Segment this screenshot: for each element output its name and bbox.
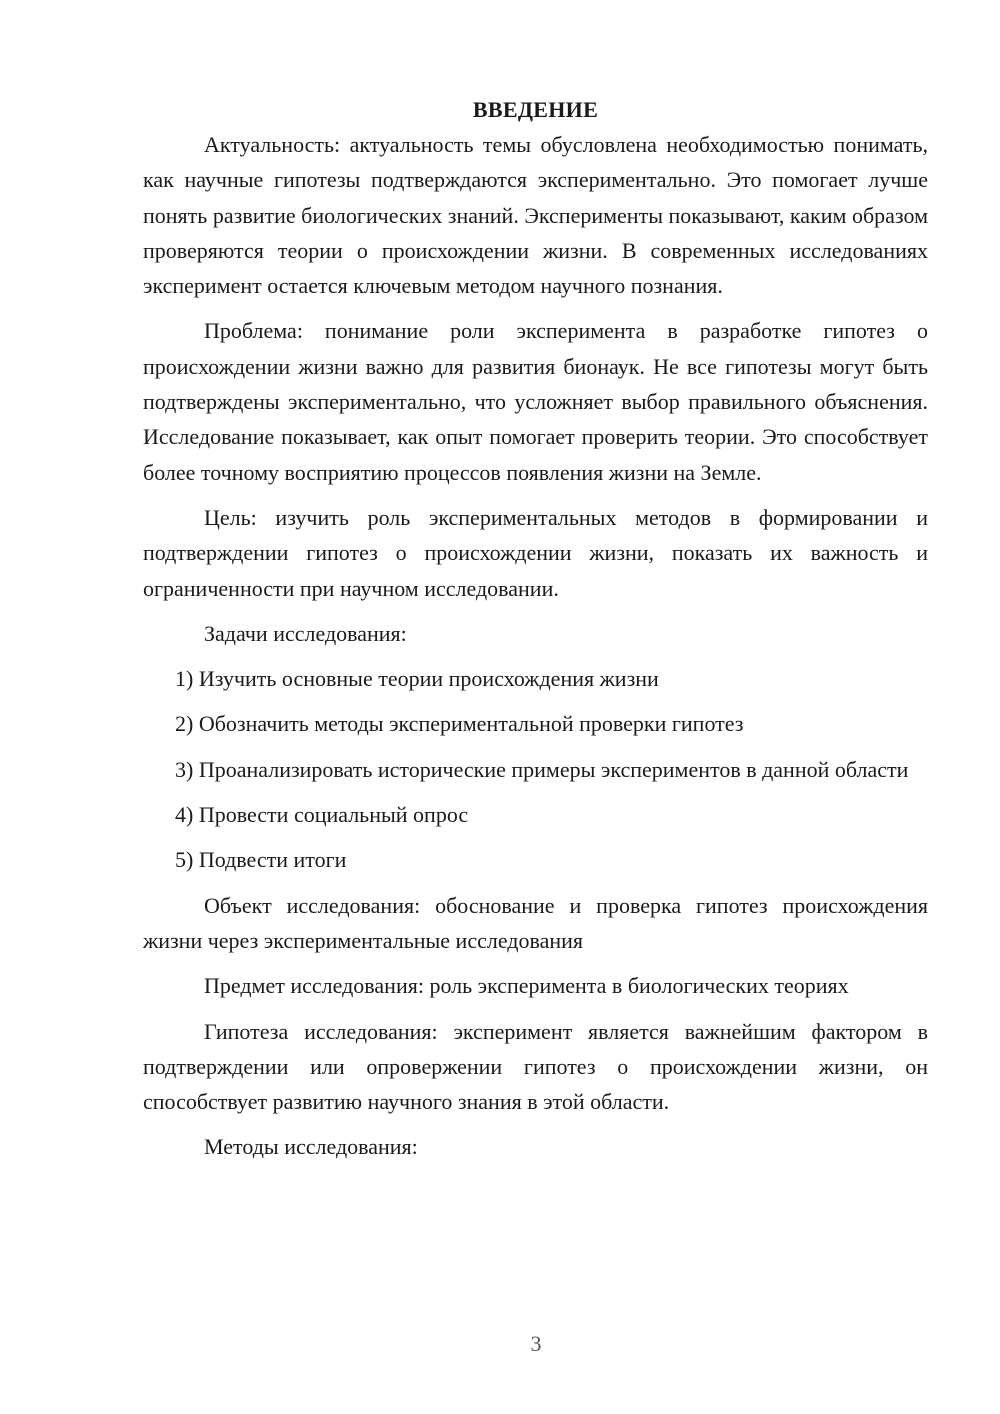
- task-item-3: 3) Проанализировать исторические примеры экспериментов в данной области: [175, 756, 909, 782]
- section-title: ВВЕДЕНИЕ: [472, 97, 599, 122]
- subject-paragraph: Предмет исследования: роль эксперимента в биологических теориях: [204, 973, 849, 999]
- task-item-2: 2) Обозначить методы экспериментальной проверки гипотез: [175, 711, 744, 737]
- page-body: [143, 92, 928, 1165]
- relevance-paragraph: Актуальность: актуальность темы обусловлена необходимостью понимать, как научные гипотезы подтверждаются экспериментально. Это помогает лучше понять развитие биологических знаний. Эксперименты показывают, каким образом проверяются теории о происхождении жизни. В современных исследованиях эксперимент остается ключевым методом научного познания.: [143, 132, 928, 299]
- problem-paragraph: Проблема: понимание роли эксперимента в разработке гипотез о происхождении жизни важно для развития бионаук. Не все гипотезы могут быть подтверждены экспериментально, что усложняет выбор правильного объяснения. Исследование показывает, как опыт помогает проверить теории. Это способствует более точному восприятию процессов появления жизни на Земле.: [143, 318, 928, 485]
- object-paragraph: Объект исследования: обоснование и проверка гипотез происхождения жизни через экспериментальные исследования: [143, 892, 928, 953]
- page-number: 3: [530, 1331, 542, 1356]
- task-item-5: 5) Подвести итоги: [175, 847, 347, 873]
- tasks-heading: Задачи исследования:: [204, 620, 407, 646]
- goal-paragraph: Цель: изучить роль экспериментальных методов в формировании и подтверждении гипотез о происхождении жизни, показать их важность и ограниченности при научном исследовании.: [143, 504, 928, 601]
- hypothesis-paragraph: Гипотеза исследования: эксперимент является важнейшим фактором в подтверждении или опровержении гипотез о происхождении жизни, он способствует развитию научного знания в этой области.: [143, 1018, 928, 1115]
- methods-heading: Методы исследования:: [204, 1134, 418, 1160]
- task-item-4: 4) Провести социальный опрос: [175, 802, 469, 828]
- task-item-1: 1) Изучить основные теории происхождения жизни: [175, 666, 659, 692]
